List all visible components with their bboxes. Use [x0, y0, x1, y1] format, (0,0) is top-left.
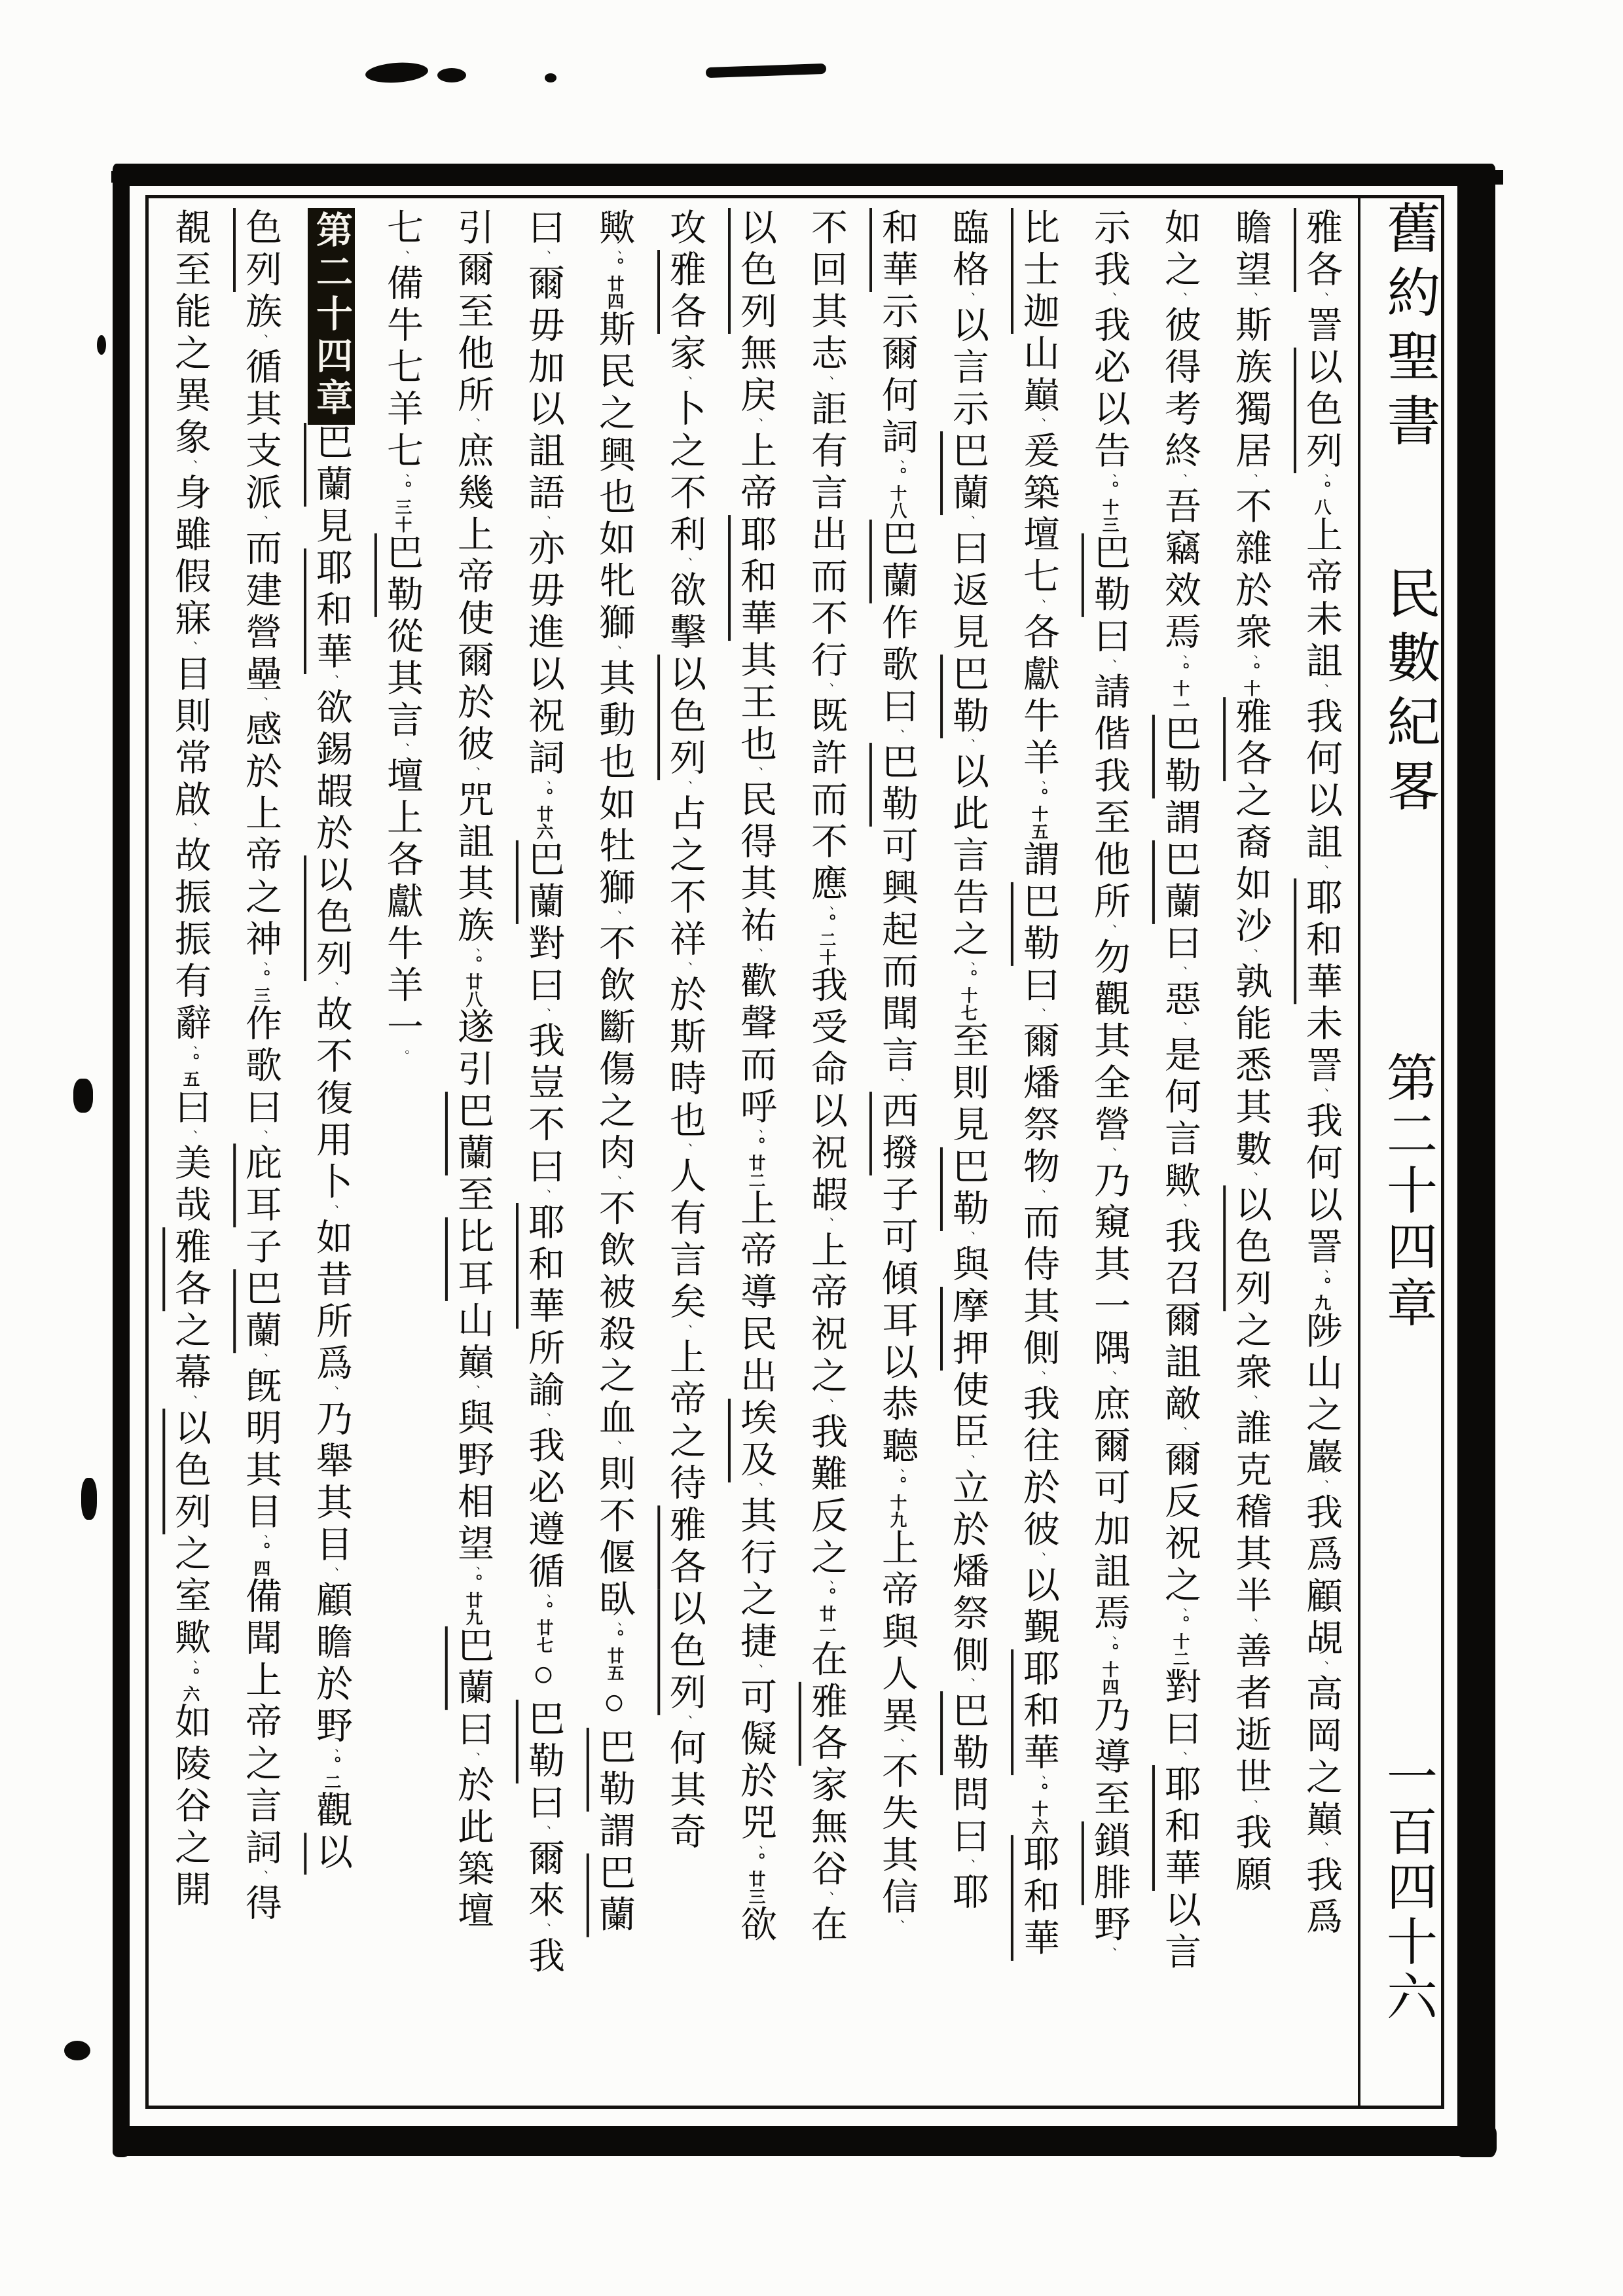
text-column-1: 雅各、詈以色列、。八上帝未詛、我何以詛、耶和華未詈、我何以詈、。九陟山之巖、我爲顧覘、高岡之巔、我爲: [1301, 208, 1341, 1940]
verse-number: 。廿五: [605, 1629, 624, 1682]
punctuation-mark: 、: [325, 1748, 338, 1756]
punctuation-mark: 、: [1032, 1371, 1046, 1385]
verse-number: 。廿二: [746, 1136, 765, 1189]
punctuation-mark: 、: [1032, 1189, 1046, 1203]
punctuation-mark: 、: [395, 473, 409, 481]
proper-noun: 以色列: [665, 655, 705, 781]
proper-noun: 巴蘭: [947, 431, 988, 516]
punctuation-mark: 、: [890, 1468, 904, 1477]
verse-number: 。二: [322, 1755, 341, 1791]
text-column-16: 色列族、循其支派、而建營壘、感於上帝之神、。三作歌曰、庇耳子巴蘭、旣明其目、。四備聞上帝之言詞、得: [240, 208, 281, 1926]
punctuation-mark: 、: [608, 910, 621, 924]
proper-noun: 比士迦: [1018, 208, 1059, 334]
ink-smudge: [706, 63, 826, 78]
verse-number: 。廿六: [534, 787, 553, 840]
ink-smudge: [73, 1079, 93, 1113]
text-column-12: 曰、爾毋加以詛語、亦毋進以祝詞、。廿六巴蘭對曰、我豈不曰、耶和華所諭、我必遵循、。廿七○巴勒曰、爾來、我: [523, 208, 564, 1979]
text-columns: [151, 208, 1357, 2092]
punctuation-mark: 、: [820, 1217, 833, 1231]
proper-noun: 耶和華: [523, 1203, 564, 1329]
proper-noun: 巴勒: [382, 533, 422, 617]
punctuation-mark: 、: [537, 1412, 551, 1427]
ink-smudge: [437, 68, 466, 82]
punctuation-mark: 、: [1244, 1395, 1258, 1409]
punctuation-mark: 、: [1103, 1636, 1116, 1643]
text-column-15: 第二十四章巴蘭見耶和華、欲錫嘏於以色列、故不復用卜、如昔所爲、乃舉其目、顧瞻於野、。二觀以: [296, 208, 367, 2092]
proper-noun: 雅各: [1301, 208, 1341, 292]
punctuation-mark: 、: [961, 515, 975, 529]
proper-noun: 以色列: [1230, 1185, 1271, 1312]
proper-noun: 西撥: [877, 1091, 917, 1175]
punctuation-mark: 、: [1244, 948, 1258, 963]
punctuation-mark: 。: [395, 1049, 409, 1064]
punctuation-mark: 、: [395, 250, 409, 264]
proper-noun: 巴勒: [947, 655, 988, 739]
title-column-divider: [1358, 198, 1360, 2106]
punctuation-mark: 、: [820, 1580, 833, 1588]
punctuation-mark: 、: [749, 766, 763, 781]
punctuation-mark: 、: [820, 1398, 833, 1412]
punctuation-mark: 、: [608, 1622, 621, 1630]
punctuation-mark: 、: [1173, 1751, 1187, 1765]
punctuation-mark: 、: [1244, 473, 1258, 488]
text-column-11: 歟、。廿四斯民之興也如牝獅、其動也如牡獅、不飲斷傷之肉、不飲被殺之血、則不偃臥、。廿五○巴勒謂巴蘭: [594, 208, 634, 1937]
ink-smudge: [97, 335, 106, 355]
punctuation-mark: 、: [1315, 292, 1328, 306]
punctuation-mark: 、: [325, 981, 338, 996]
verse-number: 。十一: [1171, 662, 1190, 715]
punctuation-mark: 、: [961, 1454, 975, 1469]
proper-noun: 巴勒: [1159, 714, 1200, 798]
text-column-2: 瞻望、斯族獨居、不雜於衆、。十雅各之裔如沙、孰能悉其數、以色列之衆、誰克稽其半、善者逝世、我願: [1230, 208, 1271, 1897]
punctuation-mark: 、: [608, 250, 621, 258]
punctuation-mark: 、: [1032, 599, 1046, 613]
proper-noun: 巴蘭: [311, 423, 352, 507]
punctuation-mark: 、: [1244, 1172, 1258, 1186]
proper-noun: 巴蘭: [877, 519, 917, 603]
punctuation-mark: 、: [678, 961, 692, 976]
punctuation-mark: 、: [1032, 1552, 1046, 1566]
punctuation-mark: 、: [1032, 1007, 1046, 1022]
text-column-6: 臨格、以言示巴蘭、曰返見巴勒、以此言告之、。十七至則見巴勒、與摩押使臣、立於燔祭側、巴勒問曰、耶: [947, 208, 988, 1915]
proper-noun: 雅各: [170, 1227, 210, 1312]
punctuation-mark: 、: [466, 1751, 480, 1766]
punctuation-mark: 、: [678, 780, 692, 795]
proper-noun: 埃及: [735, 1398, 776, 1482]
proper-noun: 巴蘭: [452, 1091, 493, 1175]
punctuation-mark: 、: [537, 250, 551, 264]
punctuation-mark: 、: [749, 1664, 763, 1678]
punctuation-mark: 、: [820, 376, 833, 390]
proper-noun: 庇耳: [240, 1143, 281, 1228]
verse-number: 。十三: [1100, 480, 1119, 533]
punctuation-mark: 、: [1244, 292, 1258, 306]
punctuation-mark: 、: [1103, 1371, 1116, 1385]
punctuation-mark: 、: [395, 742, 409, 757]
frame-border-right: [1457, 164, 1495, 2157]
proper-noun: 和華: [877, 208, 917, 292]
punctuation-mark: 、: [1315, 1088, 1328, 1102]
punctuation-mark: 、: [183, 1660, 197, 1668]
text-column-8: 不回其志、詎有言出而不行、既許而不應、。二十我受命以祝嘏、上帝祝之、我難反之、。廿一在雅各家無谷、在: [806, 208, 847, 1947]
proper-noun: 雅各: [1230, 697, 1271, 781]
punctuation-mark: 、: [537, 780, 551, 788]
punctuation-mark: 、: [1173, 1426, 1187, 1441]
proper-noun: 巴蘭: [594, 1853, 634, 1937]
punctuation-mark: 、: [1103, 1147, 1116, 1161]
proper-noun: 巴蘭: [523, 840, 564, 924]
punctuation-mark: 、: [1103, 292, 1116, 306]
proper-noun: 以色列: [665, 1589, 705, 1715]
punctuation-mark: 、: [1315, 473, 1328, 481]
punctuation-mark: 、: [183, 1395, 197, 1409]
verse-number: 。廿九: [464, 1573, 483, 1626]
punctuation-mark: 、: [749, 948, 763, 962]
proper-noun: 雅各: [665, 250, 705, 334]
book-title: 舊約聖書: [1379, 200, 1439, 457]
verse-number: 。十五: [1029, 787, 1048, 840]
punctuation-mark: 、: [325, 1567, 338, 1581]
punctuation-mark: 、: [961, 292, 975, 306]
punctuation-mark: 、: [466, 766, 480, 781]
punctuation-mark: 、: [1315, 865, 1328, 879]
punctuation-mark: 、: [537, 1594, 551, 1602]
punctuation-mark: 、: [1173, 1607, 1187, 1615]
proper-noun: 巴蘭: [452, 1626, 493, 1710]
verse-number: 。五: [181, 1052, 200, 1088]
punctuation-mark: 、: [608, 645, 621, 659]
punctuation-mark: 、: [1173, 1021, 1187, 1035]
punctuation-mark: 、: [820, 906, 833, 914]
verse-number: 。三: [251, 969, 270, 1005]
punctuation-mark: 、: [890, 1738, 904, 1752]
punctuation-mark: 、: [1032, 1775, 1046, 1783]
text-column-9: 以色列無戻、上帝耶和華其王也、民得其祐、歡聲而呼、。廿二上帝導民出埃及、其行之捷、可儗於兕、。廿三欲: [735, 208, 776, 1947]
punctuation-mark: 、: [820, 1891, 833, 1905]
proper-noun: 巴蘭: [240, 1269, 281, 1354]
verse-number: 。廿三: [746, 1852, 765, 1905]
verse-number: 。廿四: [605, 257, 624, 310]
ink-smudge: [81, 1478, 97, 1520]
verse-number: 。十八: [888, 467, 907, 520]
frame-border-bottom: [115, 2126, 1497, 2156]
punctuation-mark: 、: [183, 1130, 197, 1144]
text-column-17: 覩至能之異象、身雖假寐、目則常啟、故振振有辭、。五曰、美哉雅各之幕、以色列之室歟、。六如陵谷之開: [170, 208, 210, 1912]
proper-noun: 以色列: [311, 855, 352, 982]
punctuation-mark: 、: [961, 961, 975, 969]
text-column-5: 比士迦山巔、爰築壇七、各獻牛羊、。十五謂巴勒曰、爾燔祭物、而侍其側、我往於彼、以覲耶和華、。十六耶和華: [1018, 208, 1059, 1961]
punctuation-mark: 、: [1173, 655, 1187, 662]
punctuation-mark: 、: [1315, 683, 1328, 698]
punctuation-mark: 、: [254, 1870, 268, 1884]
punctuation-mark: 、: [678, 1143, 692, 1157]
proper-noun: 巴蘭: [1159, 840, 1200, 924]
punctuation-mark: 、: [820, 683, 833, 697]
punctuation-mark: 、: [1315, 1842, 1328, 1856]
punctuation-mark: 、: [254, 961, 268, 969]
punctuation-mark: 、: [1173, 1203, 1187, 1217]
proper-noun: 雅各: [806, 1681, 847, 1766]
proper-noun: 巴勒: [877, 742, 917, 827]
punctuation-mark: 、: [183, 459, 197, 474]
text-column-7: 和華示爾何詞、。十八巴蘭作歌曰、巴勒可興起而聞言、西撥子可傾耳以恭聽、。十九上帝與人異、不失其信、: [877, 208, 917, 1933]
punctuation-mark: 、: [325, 1386, 338, 1400]
text-column-4: 示我、我必以告、。十三巴勒曰、請偕我至他所、勿觀其全營、乃窺其一隅、庶爾可加詛焉、。十四乃導至鎖腓野、: [1089, 208, 1129, 1961]
verse-number: 。二十: [817, 913, 836, 966]
proper-noun: 巴勒: [523, 1699, 564, 1784]
punctuation-mark: 、: [1032, 780, 1046, 788]
ink-smudge: [64, 2041, 90, 2060]
frame-border-left: [113, 165, 130, 2157]
punctuation-mark: 、: [254, 1353, 268, 1367]
proper-noun: 耶和華: [1018, 1835, 1059, 1961]
punctuation-mark: 、: [678, 557, 692, 571]
punctuation-mark: 、: [466, 1384, 480, 1399]
punctuation-mark: 、: [890, 728, 904, 743]
verse-number: 。十七: [958, 969, 977, 1022]
punctuation-mark: 、: [1315, 1660, 1328, 1675]
verse-number: 。六: [181, 1667, 200, 1703]
text-column-14: 七、備牛七羊七、。三十巴勒從其言、壇上各獻牛羊一。: [382, 208, 422, 1064]
running-title-column: [1366, 195, 1442, 2109]
verse-number: 。三十: [393, 480, 412, 533]
proper-noun: 摩押: [947, 1287, 988, 1371]
punctuation-mark: 、: [254, 1130, 268, 1144]
proper-noun: 雅各: [665, 1505, 705, 1590]
verse-number: 。十九: [888, 1476, 907, 1529]
punctuation-mark: 、: [254, 1534, 268, 1542]
punctuation-mark: 、: [1103, 658, 1116, 673]
punctuation-mark: 、: [961, 1230, 975, 1245]
text-column-3: 如之、彼得考終、吾竊效焉、。十一巴勒謂巴蘭曰、惡、是何言歟、我召爾詛敵、爾反祝之、。十二對曰、耶和華以言: [1159, 208, 1200, 1975]
proper-noun: 耶和華: [1018, 1649, 1059, 1776]
punctuation-mark: 、: [678, 376, 692, 390]
proper-noun: 巴勒: [947, 1691, 988, 1776]
verse-number: 。八: [1312, 480, 1331, 516]
verse-number: 。四: [251, 1541, 270, 1577]
punctuation-mark: 、: [961, 738, 975, 753]
proper-noun: 巴勒: [947, 1147, 988, 1231]
punctuation-mark: 、: [183, 1045, 197, 1053]
punctuation-mark: 、: [1244, 655, 1258, 662]
proper-noun: 耶和華: [735, 515, 776, 641]
punctuation-mark: 、: [325, 1204, 338, 1219]
punctuation-mark: 、: [1103, 1946, 1116, 1961]
punctuation-mark: 、: [254, 515, 268, 529]
proper-noun: 耶和華: [1301, 878, 1341, 1005]
punctuation-mark: 、: [749, 1482, 763, 1496]
frame-border-top: [113, 164, 1495, 186]
punctuation-mark: 、: [183, 822, 197, 836]
punctuation-mark: 、: [254, 696, 268, 711]
punctuation-mark: 、: [1103, 924, 1116, 938]
verse-number: 。廿七: [534, 1601, 553, 1654]
punctuation-mark: 、: [749, 1845, 763, 1853]
punctuation-mark: 、: [183, 641, 197, 655]
text-column-13: 引爾至他所、庶幾上帝使爾於彼、咒詛其族、。廿八遂引巴蘭至比耳山巔、與野相望、。廿九巴蘭曰、於此築壇: [452, 208, 493, 1933]
section-title: 民數紀畧: [1379, 565, 1439, 822]
punctuation-mark: 、: [466, 418, 480, 432]
punctuation-mark: 、: [537, 1007, 551, 1022]
punctuation-mark: 、: [1244, 1618, 1258, 1632]
punctuation-mark: 、: [678, 1324, 692, 1338]
verse-number: 。十二: [1171, 1615, 1190, 1668]
punctuation-mark: 、: [678, 1715, 692, 1729]
proper-noun: 以色列: [735, 208, 776, 334]
proper-noun: 比耳: [452, 1217, 493, 1301]
proper-noun: 以: [311, 1833, 352, 1875]
punctuation-mark: 、: [466, 1566, 480, 1574]
proper-noun: 耶和華: [311, 548, 352, 674]
punctuation-mark: 、: [1315, 1479, 1328, 1494]
verse-number: 。十四: [1100, 1643, 1119, 1696]
punctuation-mark: 、: [961, 1677, 975, 1692]
punctuation-mark: 、: [1315, 1269, 1328, 1277]
verse-number: 。廿八: [464, 955, 483, 1008]
punctuation-mark: 、: [466, 948, 480, 956]
punctuation-mark: 、: [749, 418, 763, 432]
ink-smudge: [365, 61, 429, 85]
proper-noun: 色列: [240, 208, 281, 292]
punctuation-mark: 、: [1103, 473, 1116, 481]
verse-number: 。十六: [1029, 1782, 1048, 1835]
proper-noun: 鎖腓: [1089, 1821, 1129, 1905]
punctuation-mark: 、: [1173, 965, 1187, 980]
verse-number: 。廿一: [817, 1587, 836, 1640]
verse-number: 。十: [1241, 662, 1260, 698]
proper-noun: 巴勒: [1089, 533, 1129, 617]
proper-noun: 巴勒: [1018, 882, 1059, 966]
punctuation-mark: 、: [537, 1825, 551, 1839]
ink-smudge: [545, 73, 556, 82]
punctuation-mark: 、: [608, 1440, 621, 1454]
punctuation-mark: 、: [1244, 1799, 1258, 1814]
punctuation-mark: 、: [537, 515, 551, 529]
punctuation-mark: 、: [325, 674, 338, 689]
proper-noun: 巴勒: [594, 1727, 634, 1812]
page-number: 一百四十六: [1379, 1750, 1436, 2025]
punctuation-mark: 、: [1173, 473, 1187, 488]
punctuation-mark: 、: [537, 1922, 551, 1937]
verse-number: 。九: [1312, 1276, 1331, 1312]
punctuation-mark: 、: [890, 459, 904, 467]
proper-noun: 耶和華: [1159, 1765, 1200, 1891]
punctuation-mark: 、: [1173, 292, 1187, 306]
punctuation-mark: 、: [890, 1919, 904, 1933]
proper-noun: 以色列: [170, 1408, 210, 1535]
proper-noun: 以色列: [1301, 348, 1341, 474]
punctuation-mark: 、: [961, 1859, 975, 1873]
text-column-10: 攻雅各家、卜之不利、欲擊以色列、占之不祥、於斯時也、人有言矣、上帝之待雅各以色列、何其奇: [665, 208, 705, 1855]
punctuation-mark: 、: [749, 1129, 763, 1137]
inline-chapter-heading: 第二十四章: [310, 208, 353, 423]
punctuation-mark: 、: [890, 1077, 904, 1092]
chapter-title: 第二十四章: [1379, 1051, 1436, 1333]
punctuation-mark: 、: [254, 334, 268, 348]
punctuation-mark: 、: [608, 1175, 621, 1189]
punctuation-mark: 、: [537, 1189, 551, 1203]
punctuation-mark: 、: [1032, 418, 1046, 432]
